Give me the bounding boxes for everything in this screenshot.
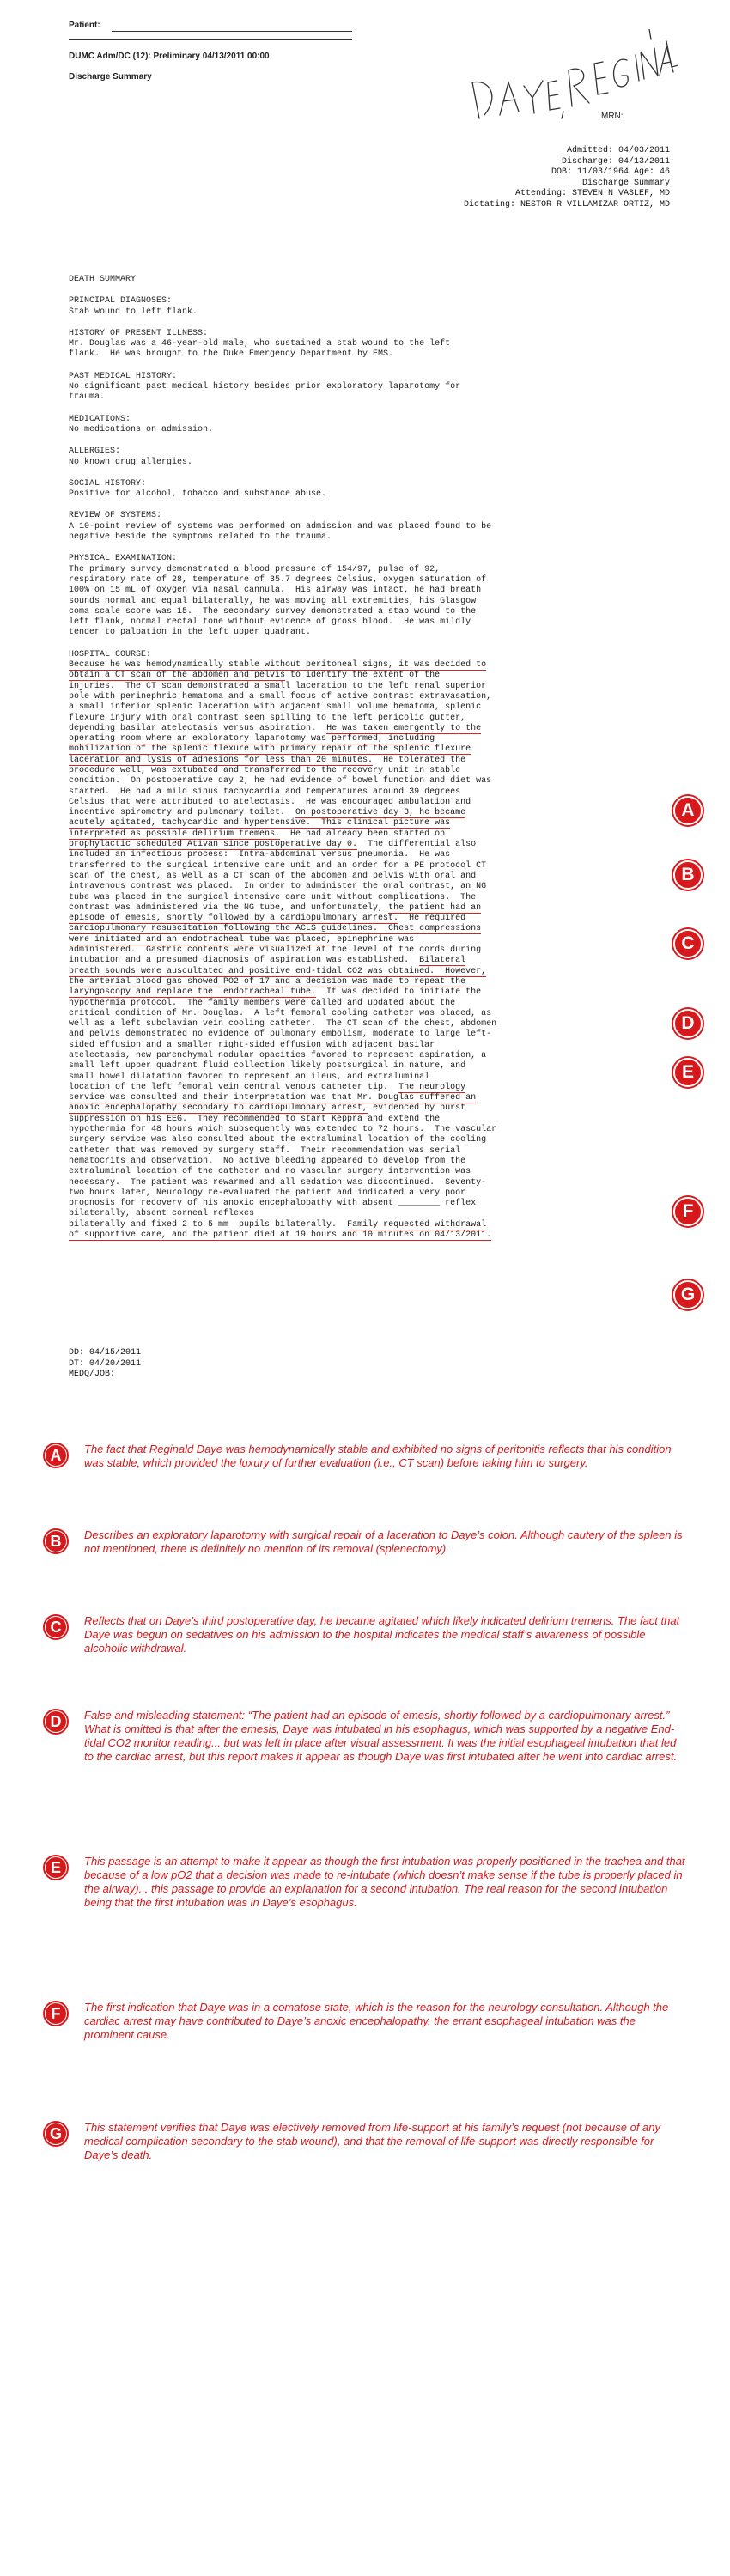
annotation-marker-f: F — [672, 1195, 704, 1228]
hospital-course-line — [69, 914, 670, 924]
hospital-course-line — [69, 999, 670, 1009]
mrn-label: MRN: — [601, 112, 624, 121]
course-text: critical condition of Mr. Douglas. A left femoral cooling catheter was placed, as — [69, 1008, 492, 1018]
course-text: intravenous contrast was placed. In order to administer the oral contrast, an NG — [69, 882, 487, 892]
course-text: hematocrits and observation. No active bleeding appeared to develop from the — [69, 1156, 466, 1166]
note-e-marker: E — [43, 1855, 69, 1880]
hospital-course-line — [69, 1135, 670, 1145]
social-history-heading: SOCIAL HISTORY: — [69, 478, 147, 489]
highlighted-passage: The neurology — [398, 1082, 466, 1092]
course-text: flexure injury with oral contrast seen spilling to the left pericolic gutter, — [69, 713, 466, 723]
course-text: sided effusion and a smaller right-sided effusion with adjacent basilar — [69, 1040, 435, 1050]
hospital-course-line — [69, 1230, 670, 1241]
pmh-text: No significant past medical history besides prior exploratory laparotomy for trauma. — [69, 382, 461, 403]
principal-diagnoses-text: Stab wound to left flank. — [69, 307, 198, 317]
course-text: included an infectious process: Intra-abdominal versus pneumonia. He was — [69, 850, 451, 860]
course-text: bilaterally, absent corneal reflexes — [69, 1209, 255, 1219]
note-f-text: The first indication that Daye was in a comatose state, which is the reason for the neurology consultation. Although the cardiac arrest may have contributed to Daye’s anoxic encephalopathy, the errant esophageal intubation was the prominent cause. — [84, 2001, 669, 2041]
note-d-text: False and misleading statement: “The patient had an episode of emesis, shortly followed by a cardiopulmonary arrest.” What is omitted is that after the emesis, Daye was intubated in his esophagus, which was supported by a negative End-tidal CO2 monitor reading... but was left in place after visual assessment. It was the initial esophageal intubation that led to the cardiac arrest, but this report makes it appear as though Daye was first intubated after he went into cardiac arrest. — [84, 1709, 678, 1763]
patient-label: Patient: — [69, 21, 100, 30]
hospital-course-line — [69, 682, 670, 692]
highlighted-passage: Because he was hemodynamically stable without peritoneal signs, it was decided to — [69, 660, 487, 671]
hospital-course-line — [69, 1072, 670, 1083]
course-text: scan of the chest, as well as a CT scan of the abdomen and pelvis with oral and — [69, 871, 477, 881]
course-text: to identify the extent of the — [285, 671, 441, 681]
course-text: The differential also — [357, 840, 477, 850]
hospital-course-line — [69, 829, 670, 840]
course-text: contrast was administered via the NG tube, and unfortunately, — [69, 902, 389, 913]
hospital-course-line — [69, 977, 670, 987]
hospital-course-line — [69, 1061, 670, 1072]
medications-heading: MEDICATIONS: — [69, 414, 131, 424]
hospital-course-line — [69, 744, 670, 755]
hospital-course-line — [69, 1178, 670, 1188]
annotation-marker-b: B — [672, 859, 704, 891]
hospital-course-line — [69, 903, 670, 914]
course-text: atelectasis, new parenchymal nodular opacities favored to represent aspiration, a — [69, 1051, 487, 1060]
dictated-date: DD: 04/15/2011 — [69, 1348, 142, 1358]
hospital-course-line — [69, 1167, 670, 1177]
header-divider — [69, 39, 352, 40]
hospital-course-text — [69, 660, 670, 1241]
course-text: intubation and a presumed diagnosis of aspiration was established. — [69, 956, 420, 966]
course-text: hypothermia for 48 hours which subsequently was extended to 72 hours. The vascular — [69, 1125, 497, 1135]
hospital-course-line — [69, 1157, 670, 1167]
highlighted-passage: operating room where an exploratory laparotomy was performed, including — [69, 734, 435, 744]
physical-exam-heading: PHYSICAL EXAMINATION: — [69, 554, 178, 564]
hospital-course-line — [69, 1188, 670, 1199]
course-text: suppression on his EEG. They recommended to start Keppra and extend the — [69, 1114, 441, 1124]
hospital-course-line — [69, 818, 670, 829]
note-e-text: This passage is an attempt to make it appear as though the first intubation was properly positioned in the trachea and that because of a low pO2 that a decision was made to re-intubate (which doesn’t make sense if the tube is properly placed in the airway)... this passage to provide an explanation for a second intubation. The real reason for the second intubation being that the first intubation was in Daye’s esophagus. — [84, 1855, 685, 1909]
annotation-marker-a: A — [672, 794, 704, 827]
hospital-course-line — [69, 1030, 670, 1040]
course-text: extraluminal location of the catheter and no vascular surgery intervention was — [69, 1167, 471, 1177]
hospital-course-line — [69, 861, 670, 872]
course-text: incentive spirometry and pulmonary toilet. — [69, 808, 296, 818]
hospital-course-line — [69, 808, 670, 818]
course-text: two hours later, Neurology re-evaluated the patient and indicated a very poor — [69, 1188, 466, 1198]
hospital-course-line — [69, 1019, 670, 1030]
transcribed-date: DT: 04/20/2011 — [69, 1358, 142, 1369]
highlighted-passage: cardiopulmonary resuscitation following the ACLS guidelines. Chest compressions — [69, 924, 482, 934]
hospital-course-line — [69, 987, 670, 998]
death-summary-report — [69, 275, 670, 1241]
hospital-course-line — [69, 776, 670, 787]
hospital-course-line — [69, 935, 670, 945]
dob-age: DOB: 11/03/1964 Age: 46 — [551, 167, 670, 177]
attending-physician: Attending: STEVEN N VASLEF, MD — [514, 189, 670, 198]
hospital-course-line — [69, 882, 670, 892]
hospital-course-line — [69, 1083, 670, 1093]
highlighted-passage: interpreted as possible delirium tremens. — [69, 829, 281, 839]
note-c-text: Reflects that on Daye’s third postoperative day, he became agitated which likely indicated delirium tremens. The fact that Daye was begun on sedatives on his admission to the hospital indicates the medical staff’s awareness of possible alcoholic withdrawal. — [84, 1614, 680, 1655]
hospital-course-line — [69, 734, 670, 744]
note-b-text: Describes an exploratory laparotomy with surgical repair of a laceration to Daye’s colon. Although cautery of the spleen is not mentioned, there is definitely no mention of its removal (splenectomy). — [84, 1528, 683, 1555]
course-text: bilaterally and fixed 2 to 5 mm pupils bilaterally. — [69, 1219, 348, 1230]
course-text: He required — [398, 914, 466, 924]
hospital-course-line — [69, 671, 670, 681]
hospital-course-line — [69, 766, 670, 776]
hospital-course-heading: HOSPITAL COURSE: — [69, 649, 152, 659]
course-text: Celsius that were attributed to atelectasis. He was encouraged ambulation and — [69, 797, 471, 807]
patient-line — [112, 31, 352, 32]
course-text: catheter that was removed by surgery staff. Their recommendation was serial — [69, 1145, 461, 1156]
social-history-text: Positive for alcohol, tobacco and substance abuse. — [69, 489, 327, 500]
course-text: He had already been started on — [280, 829, 446, 839]
annotation-marker-e: E — [672, 1056, 704, 1089]
hospital-course-line — [69, 714, 670, 724]
course-text: condition. On postoperative day 2, he had evidence of bowel function and diet was — [69, 776, 492, 787]
principal-diagnoses-heading: PRINCIPAL DIAGNOSES: — [69, 296, 173, 307]
review-of-systems-text: A 10-point review of systems was performed on admission and was placed found to be negative beside the symptoms related to the trauma. — [69, 521, 492, 543]
facility-line: DUMC Adm/DC (12): Preliminary 04/13/2011 00:00 — [69, 52, 270, 61]
physical-exam-text: The primary survey demonstrated a blood pressure of 154/97, pulse of 92, respiratory rate of 28, temperature of 35.7 degrees Celsius, oxygen saturation of 100% on 15 mL of oxygen via nasal cannula. His airway was intact, he had breath sounds normal and equal bilaterally, he was moving all extremities, his Glasgow coma scale score was 15. The secondary survey demonstrated a stab wound to the left flank, normal rectal tone without evidence of gross blood. He was mildly tender to palpation in the left upper quadrant. — [69, 564, 487, 638]
hospital-course-line — [69, 1093, 670, 1103]
note-f-marker: F — [43, 2001, 69, 2026]
hospital-course-line — [69, 1009, 670, 1019]
highlighted-passage: On postoperative day 3, he became — [295, 808, 466, 818]
course-text: necessary. The patient was rewarmed and all sedation was discontinued. Seventy- — [69, 1177, 487, 1188]
highlighted-passage: the arterial blood gas showed PO2 of 17 and a decision was made to repeat the — [69, 976, 466, 987]
course-text: small left upper quadrant fluid collection likely postsurgical in nature, and — [69, 1061, 466, 1072]
hospital-course-line — [69, 1146, 670, 1157]
course-text: hypothermia protocol. The family members were called and updated about the — [69, 998, 456, 1008]
hospital-course-line — [69, 724, 670, 734]
annotation-marker-g: G — [672, 1279, 704, 1311]
highlighted-passage: episode of emesis, shortly followed by a cardiopulmonary arrest. — [69, 914, 399, 924]
annotation-marker-c: C — [672, 927, 704, 960]
hospital-course-line — [69, 787, 670, 798]
annotation-notes — [43, 1443, 696, 2550]
handwritten-patient-name — [455, 29, 678, 124]
hospital-course-line — [69, 692, 670, 702]
course-text: location of the left femoral vein central venous catheter tip. — [69, 1082, 399, 1092]
highlighted-passage: service was consulted and their interpretation was that Mr. Douglas suffered an — [69, 1093, 477, 1103]
summary-label: Discharge Summary — [581, 178, 670, 188]
highlighted-passage: laceration and lysis of adhesions for less than 20 minutes. — [69, 755, 374, 765]
highlighted-passage: obtain a CT scan of the abdomen and pelvis — [69, 671, 286, 681]
dictation-footer — [69, 1348, 141, 1381]
hpi-text: Mr. Douglas was a 46-year-old male, who sustained a stab wound to the left flank. He was brought to the Duke Emergency Department by EMS. — [69, 339, 451, 360]
report-title: DEATH SUMMARY — [69, 275, 137, 284]
hospital-course-line — [69, 840, 670, 850]
highlighted-passage: He was taken emergently to the — [326, 723, 482, 733]
admission-details — [404, 146, 670, 210]
course-text: depending basilar atelectasis versus aspiration. — [69, 723, 327, 733]
course-text: epinephrine was — [332, 934, 415, 945]
course-text: It was decided to initiate the — [316, 987, 482, 998]
course-text: pole with perinephric hematoma and a small focus of active contrast extravasation, — [69, 691, 492, 702]
note-a-text: The fact that Reginald Daye was hemodynamically stable and exhibited no signs of peritonitis reflects that his condition was stable, which provided the luxury of further evaluation (i.e., CT scan) before taking him to surgery. — [84, 1443, 672, 1469]
hospital-course-line — [69, 1220, 670, 1230]
note-g-text: This statement verifies that Daye was electively removed from life-support at his family’s request (not because of any medical complication secondary to the stab wound), and that the removal of life-support was directly responsible for Daye’s death. — [84, 2121, 660, 2161]
hpi-heading: HISTORY OF PRESENT ILLNESS: — [69, 328, 209, 338]
course-text: procedure well, was extubated and transferred to the recovery unit in stable — [69, 765, 461, 775]
hospital-course-line — [69, 702, 670, 713]
hospital-course-line — [69, 1115, 670, 1125]
hospital-course-line — [69, 924, 670, 934]
highlighted-passage: were initiated and an endotracheal tube was placed, — [69, 934, 332, 945]
course-text: small bowel dilatation favored to represent an ileus, and extraluminal — [69, 1072, 430, 1082]
admitted-date: Admitted: 04/03/2011 — [566, 146, 670, 155]
course-text: injuries. The CT scan demonstrated a small laceration to the left renal superior — [69, 681, 487, 691]
note-g-marker: G — [43, 2121, 69, 2147]
course-text: and pelvis demonstrated no evidence of pulmonary embolism, moderate to large left- — [69, 1030, 492, 1040]
highlighted-passage: mobilization of the splenic flexure with primary repair of the splenic flexure — [69, 744, 471, 755]
hospital-course-line — [69, 945, 670, 956]
job-label: MEDQ/JOB: — [69, 1370, 116, 1379]
course-text: surgery service was also consulted about the extraluminal location of the cooling — [69, 1135, 487, 1145]
highlighted-passage: the patient had an — [388, 902, 482, 913]
note-d-marker: D — [43, 1709, 69, 1735]
pmh-heading: PAST MEDICAL HISTORY: — [69, 371, 178, 381]
highlighted-passage: prophylactic scheduled Ativan since postoperative day 0. — [69, 840, 358, 850]
course-text: a small inferior splenic laceration with adjacent small volume hematoma, splenic — [69, 702, 482, 713]
course-text: tube was placed in the surgical intensive care unit without complications. The — [69, 892, 477, 902]
course-text: He tolerated the — [373, 755, 466, 765]
medications-text: No medications on admission. — [69, 424, 214, 434]
highlighted-passage: anoxic encephalopathy secondary to cardiopulmonary arrest, — [69, 1103, 368, 1114]
document-type: Discharge Summary — [69, 72, 152, 82]
dictating-physician: Dictating: NESTOR R VILLAMIZAR ORTIZ, MD — [463, 199, 670, 210]
course-text: started. He had a mild sinus tachycardia and temperatures around 39 degrees — [69, 787, 461, 797]
hospital-course-line — [69, 798, 670, 808]
hospital-course-line — [69, 1209, 670, 1219]
note-a-marker: A — [43, 1443, 69, 1468]
highlighted-passage: of supportive care, and the patient died at 19 hours and 10 minutes on 04/13/2011. — [69, 1230, 492, 1241]
highlighted-passage: laryngoscopy and replace the endotracheal tube. — [69, 987, 317, 998]
hospital-course-line — [69, 893, 670, 903]
hospital-course-line — [69, 967, 670, 977]
hospital-course-line — [69, 956, 670, 966]
highlighted-passage: breath sounds were auscultated and positive end-tidal CO2 was obtained. However, — [69, 966, 487, 976]
highlighted-passage: Bilateral — [419, 956, 466, 966]
hospital-course-line — [69, 850, 670, 860]
note-c-marker: C — [43, 1614, 69, 1640]
allergies-heading: ALLERGIES: — [69, 447, 121, 457]
highlighted-passage: Family requested withdrawal — [347, 1219, 487, 1230]
discharge-date: Discharge: 04/13/2011 — [561, 156, 670, 167]
hospital-course-line — [69, 1041, 670, 1051]
hospital-course-line — [69, 660, 670, 671]
course-text: well as a left subclavian vein cooling catheter. The CT scan of the chest, abdomen — [69, 1019, 497, 1030]
course-text: administered. Gastric contents were visualized at the level of the cords during — [69, 945, 482, 956]
hospital-course-line — [69, 1051, 670, 1061]
note-b-marker: B — [43, 1528, 69, 1554]
course-text: evidenced by burst — [368, 1103, 466, 1114]
allergies-text: No known drug allergies. — [69, 457, 193, 467]
annotation-marker-d: D — [672, 1007, 704, 1040]
hospital-course-line — [69, 1125, 670, 1135]
hospital-course-line — [69, 1199, 670, 1209]
hospital-course-line — [69, 872, 670, 882]
hospital-course-line — [69, 1103, 670, 1114]
hospital-course-line — [69, 756, 670, 766]
highlighted-passage: acutely agitated, tachycardic and hypertensive. This clinical picture was — [69, 818, 451, 829]
course-text: transferred to the surgical intensive care unit and an order for a PE protocol CT — [69, 860, 487, 871]
course-text: prognosis for recovery of his anoxic encephalopathy with absent ________ reflex — [69, 1199, 477, 1209]
review-of-systems-heading: REVIEW OF SYSTEMS: — [69, 511, 162, 521]
